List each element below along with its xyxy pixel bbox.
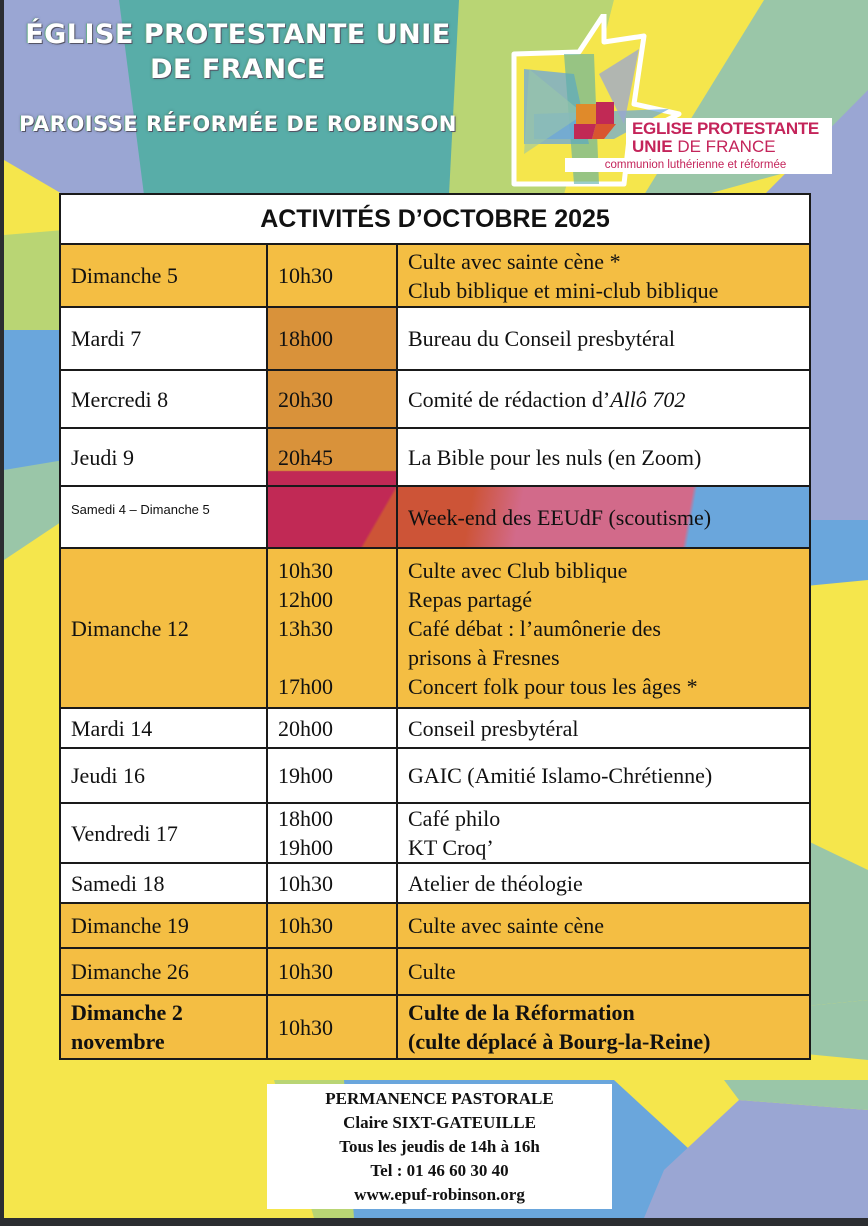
newsletter-title: Allô 702: [610, 386, 686, 412]
logo-line2: [632, 138, 828, 156]
day-cell: Samedi 18: [60, 863, 267, 903]
activity-line: prisons à Fresnes: [408, 644, 560, 670]
epuf-logo-wordmark: [604, 118, 832, 174]
day-cell: Mercredi 8: [60, 370, 267, 428]
church-name-line2: DE FRANCE: [150, 54, 326, 85]
time-cell: [267, 803, 397, 863]
activity-line: Culte avec sainte cène *: [408, 248, 621, 274]
day-cell: Mardi 7: [60, 307, 267, 370]
table-row: [60, 486, 810, 548]
time-cell: 19h00: [267, 748, 397, 803]
phone-number: Tel : 01 46 60 30 40: [370, 1161, 509, 1180]
logo-line2-bold: UNIE: [632, 136, 673, 156]
table-title: ACTIVITÉS D’OCTOBRE 2025: [60, 194, 810, 244]
activity-cell: Bureau du Conseil presbytéral: [397, 307, 810, 370]
table-row: [60, 903, 810, 948]
table-row: [60, 863, 810, 903]
pastor-name: Claire SIXT-GATEUILLE: [343, 1113, 536, 1132]
activity-line: Café débat : l’aumônerie des: [408, 615, 661, 641]
activity-cell: Conseil presbytéral: [397, 708, 810, 748]
poster: [4, 0, 868, 1218]
logo-line2-rest: DE FRANCE: [672, 136, 776, 156]
time-cell: [267, 486, 397, 548]
day-cell: Dimanche 5: [60, 244, 267, 307]
activity-cell: Atelier de théologie: [397, 863, 810, 903]
activity-cell: [397, 548, 810, 708]
table-row: [60, 307, 810, 370]
permanence-title: PERMANENCE PASTORALE: [325, 1089, 554, 1108]
time-cell: 10h30: [267, 903, 397, 948]
activities-table: [59, 193, 811, 1060]
church-name-line1: ÉGLISE PROTESTANTE UNIE: [25, 19, 451, 50]
activity-cell: Week-end des EEUdF (scoutisme): [397, 486, 810, 548]
activity-cell: [397, 370, 810, 428]
activity-cell: Culte avec sainte cène: [397, 903, 810, 948]
time-cell: 10h30: [267, 995, 397, 1059]
activity-text: Comité de rédaction d’: [408, 386, 611, 412]
logo-tagline: communion luthérienne et réformée: [565, 158, 826, 172]
activity-line: Café philo: [408, 806, 501, 831]
day-cell: Dimanche 19: [60, 903, 267, 948]
time-cell: 10h30: [267, 244, 397, 307]
pastoral-office-box: [267, 1084, 612, 1209]
day-cell: [60, 995, 267, 1059]
table-row: [60, 708, 810, 748]
table-row: [60, 370, 810, 428]
parish-name: PAROISSE RÉFORMÉE DE ROBINSON: [19, 112, 457, 136]
table-row: [60, 995, 810, 1059]
day-cell: Mardi 14: [60, 708, 267, 748]
activity-line: Culte de la Réformation: [408, 1000, 635, 1025]
day-cell: Samedi 4 – Dimanche 5: [60, 486, 267, 548]
activity-cell: [397, 995, 810, 1059]
activity-cell: [397, 244, 810, 307]
activity-line: (culte déplacé à Bourg-la-Reine): [408, 1029, 711, 1054]
activity-line: Repas partagé: [408, 586, 532, 612]
activity-cell: GAIC (Amitié Islamo-Chrétienne): [397, 748, 810, 803]
day-cell: Vendredi 17: [60, 803, 267, 863]
activity-cell: [397, 803, 810, 863]
day-line: novembre: [71, 1029, 165, 1054]
day-cell: Jeudi 9: [60, 428, 267, 486]
activity-line: Club biblique et mini-club biblique: [408, 277, 719, 303]
time-line: 13h30: [278, 615, 333, 641]
time-line: [278, 643, 386, 672]
time-cell: 20h30: [267, 370, 397, 428]
activity-cell: La Bible pour les nuls (en Zoom): [397, 428, 810, 486]
time-cell: 10h30: [267, 948, 397, 995]
time-cell: 20h45: [267, 428, 397, 486]
activity-line: KT Croq’: [408, 835, 494, 860]
day-cell: Dimanche 26: [60, 948, 267, 995]
logo-line1: EGLISE PROTESTANTE: [632, 119, 819, 138]
time-line: 10h30: [278, 557, 333, 583]
time-cell: [267, 548, 397, 708]
day-cell: Jeudi 16: [60, 748, 267, 803]
activity-line: Culte avec Club biblique: [408, 557, 628, 583]
table-row: [60, 244, 810, 307]
table-row: [60, 548, 810, 708]
time-line: 19h00: [278, 835, 333, 860]
time-line: 12h00: [278, 586, 333, 612]
time-line: 17h00: [278, 673, 333, 699]
activity-line: Concert folk pour tous les âges *: [408, 673, 698, 699]
table-row: [60, 428, 810, 486]
time-line: 18h00: [278, 806, 333, 831]
table-row: [60, 948, 810, 995]
office-hours: Tous les jeudis de 14h à 16h: [339, 1137, 540, 1156]
table-row: [60, 748, 810, 803]
time-cell: 18h00: [267, 307, 397, 370]
time-cell: 20h00: [267, 708, 397, 748]
activity-cell: Culte: [397, 948, 810, 995]
day-line: Dimanche 2: [71, 1000, 183, 1025]
table-row: [60, 803, 810, 863]
day-cell: Dimanche 12: [60, 548, 267, 708]
time-cell: 10h30: [267, 863, 397, 903]
website-link[interactable]: www.epuf-robinson.org: [354, 1185, 525, 1204]
